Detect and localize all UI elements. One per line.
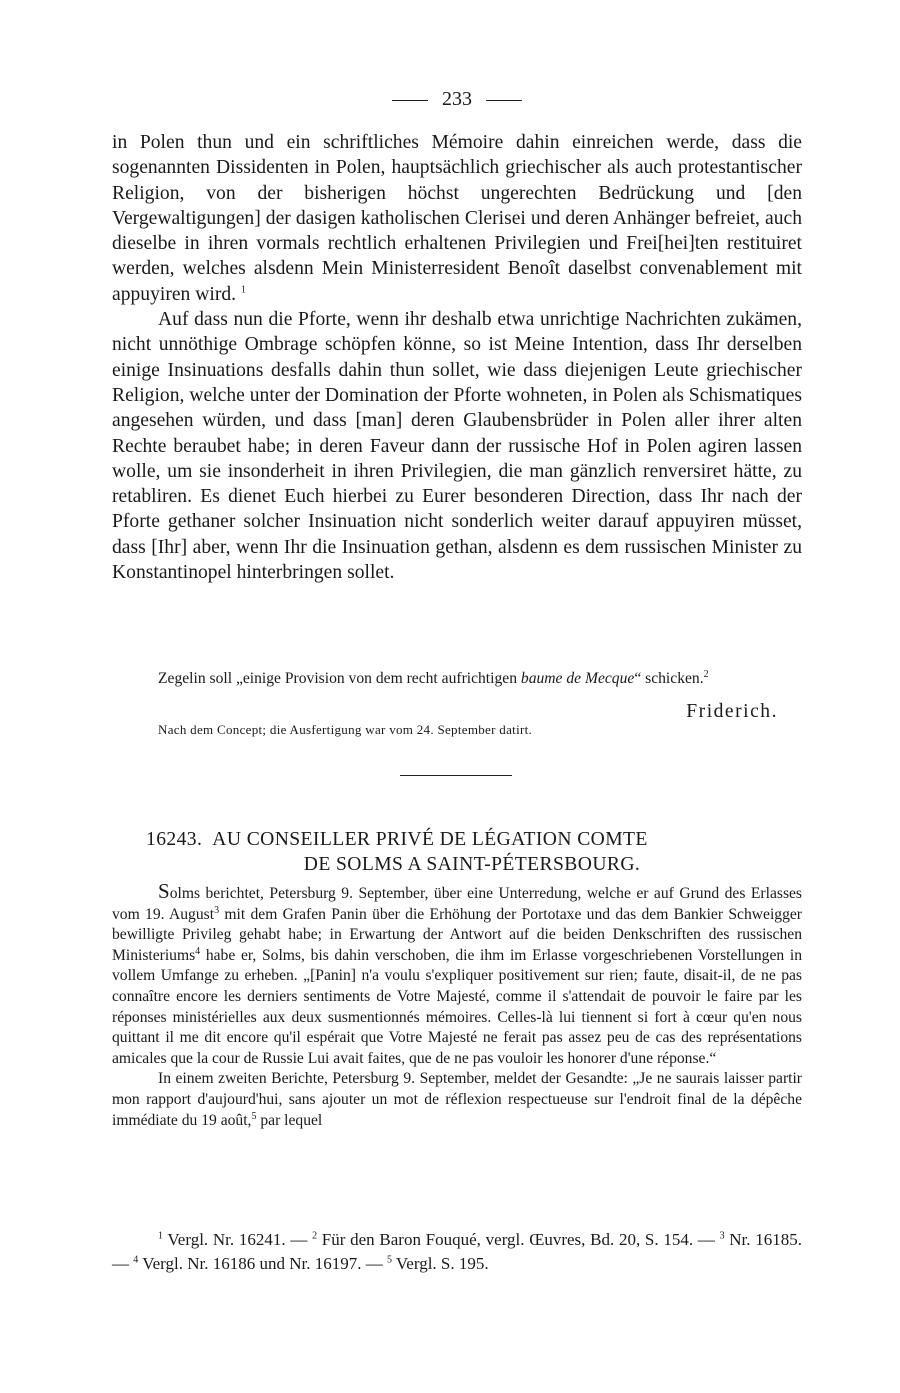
footnote-3: Nr. 16185. — (112, 1230, 803, 1273)
footnote-5-mark: 5 (386, 1254, 392, 1266)
body-paragraph-2: Auf dass nun die Pforte, wenn ihr deshalb etwa unrichtige Nachrichten zukämen, nicht unnöthige Ombrage schöpfen könne, so ist Meine Intention, dass Ihr derselben einige Insinuations desfalls dahin thun sollet, wie dass diejenigen Leute griechischer Religion, welche unter der Domination der Pforte wohneten, in Polen als Schismatiques angesehen würden, und dass [man] deren Glaubensbrüder in Polen aller ihrer alten Rechte beraubet habe; in deren Faveur dann der russische Hof in Polen agiren lassen wolle, um sie insonderheit in ihren Privilegien, die man gänzlich renversiret hätte, zu retabliren. Es dienet Euch hierbei zu Eurer besonderen Direction, dass Ihr nach der Pforte gethaner solcher Insinuation nicht sonderlich weiter darauf appuyiren müsset, dass [Ihr] aber, wenn Ihr die Insinuation gethan, alsdenn es dem russischen Minister zu Konstantinopel hinterbringen sollet. (112, 309, 802, 584)
footnote-2-mark: 2 (312, 1230, 318, 1242)
footnote-1-mark: 1 (158, 1230, 163, 1242)
summary-p1-a: olms berichtet, Petersburg 9. September, über eine Unterredung, welche er auf Grund des Erlasses vom 19. August (112, 885, 802, 923)
document-heading-line-1 (112, 827, 802, 852)
footnote-3-mark: 3 (719, 1230, 725, 1242)
source-note: Nach dem Concept; die Ausfertigung war vom 24. September datirt. (158, 722, 533, 737)
section-divider (400, 775, 512, 776)
page-number: 233 (442, 88, 472, 110)
summary-p1-c: habe er, Solms, bis dahin verschoben, die ihm im Erlasse vorgeschriebenen Vorstellungen in vollem Umfange zu erheben. „[Panin] n'a voulu s'expliquer positivement sur rien; faute, disait-il, de ne pas connaître encore les derniers sentiments de Votre Majesté, comme il s'attendait de pouvoir le faire par les réponses ministérielles aux deux susmentionnés mémoires. Celles-là lui tiennent si fort à cœur qu'en nous quittant il me dit encore qu'il espérait que Votre Majesté ne ferait pas assez peu de cas des représentations amicales que la cour de Russie Lui avait faites, que de ne pas vouloir les honorer d'une réponse.“ (112, 946, 802, 1067)
postscript-text (112, 669, 802, 688)
header-dash-right (486, 100, 522, 101)
postscript-text-a: Zegelin soll „einige Provision von dem recht aufrichtigen (158, 670, 521, 687)
footnote-4: Vergl. Nr. 16186 und Nr. 16197. — (138, 1254, 387, 1273)
summary-p2-b: par lequel (256, 1111, 323, 1129)
page-header (112, 88, 802, 111)
postscript-italic: baume de Mecque (520, 670, 635, 687)
summary-p2-a: In einem zweiten Berichte, Petersburg 9. September, meldet der Gesandte: „Je ne saurais laisser partir mon rapport d'aujourd'hui, sans ajouter un mot de réflexion respectueuse sur l'endroit final de la dépêche immédiate du 19 août, (112, 1070, 802, 1129)
signature: Friderich. (686, 701, 778, 722)
footnotes (112, 1228, 802, 1276)
footnote-ref-2: 2 (703, 668, 709, 680)
summary-paragraph-1 (112, 881, 802, 1069)
footnote-line (112, 1228, 802, 1276)
postscript-text-b: “ schicken. (634, 670, 704, 687)
footnote-ref-1: 1 (240, 284, 246, 296)
body-paragraph-1 (112, 130, 802, 307)
document-title-2: DE SOLMS A SAINT-PÉTERSBOURG. (303, 854, 641, 875)
document-title-1: AU CONSEILLER PRIVÉ DE LÉGATION COMTE (212, 829, 648, 850)
document-summary (112, 881, 802, 1131)
footnote-ref-3: 3 (214, 904, 220, 916)
body-paragraph-1-text: in Polen thun und ein schriftliches Mémoire dahin einreichen werde, dass die sogenannten Dissidenten in Polen, hauptsächlich griechischer als auch protestantischer Religion, von der bisherigen höchst ungerechten Bedrückung und [den Vergewaltigungen] der dasigen katholischen Clerisei und deren Anhänger befreiet, auch dieselbe in ihren vormals rechtlich erhaltenen Privilegien und Frei[hei]ten restituiret werden, welches alsdenn Mein Ministerresident Benoît daselbst convenablement mit appuyiren wird. (112, 132, 802, 305)
postscript (112, 668, 802, 722)
summary-initial: S (158, 879, 170, 903)
header-dash-left (392, 100, 428, 101)
footnote-ref-4: 4 (195, 945, 201, 957)
summary-paragraph-2 (112, 1069, 802, 1131)
letter-body (112, 130, 802, 585)
footnote-1: Vergl. Nr. 16241. — (163, 1230, 313, 1249)
document-heading (112, 827, 802, 877)
document-number: 16243. (146, 829, 203, 850)
footnote-5: Vergl. S. 195. (391, 1254, 489, 1273)
footnote-4-mark: 4 (133, 1254, 139, 1266)
summary-p1-b: mit dem Grafen Panin über die Erhöhung der Portotaxe und das dem Bankier Schweigger bewilligte Privileg gehabt habe; in Erwartung der Antwort auf die beiden Denkschriften des russischen Ministeriums (112, 905, 802, 964)
footnote-ref-5: 5 (251, 1110, 257, 1122)
footnote-2: Für den Baron Fouqué, vergl. Œuvres, Bd. 20, S. 154. — (317, 1230, 720, 1249)
